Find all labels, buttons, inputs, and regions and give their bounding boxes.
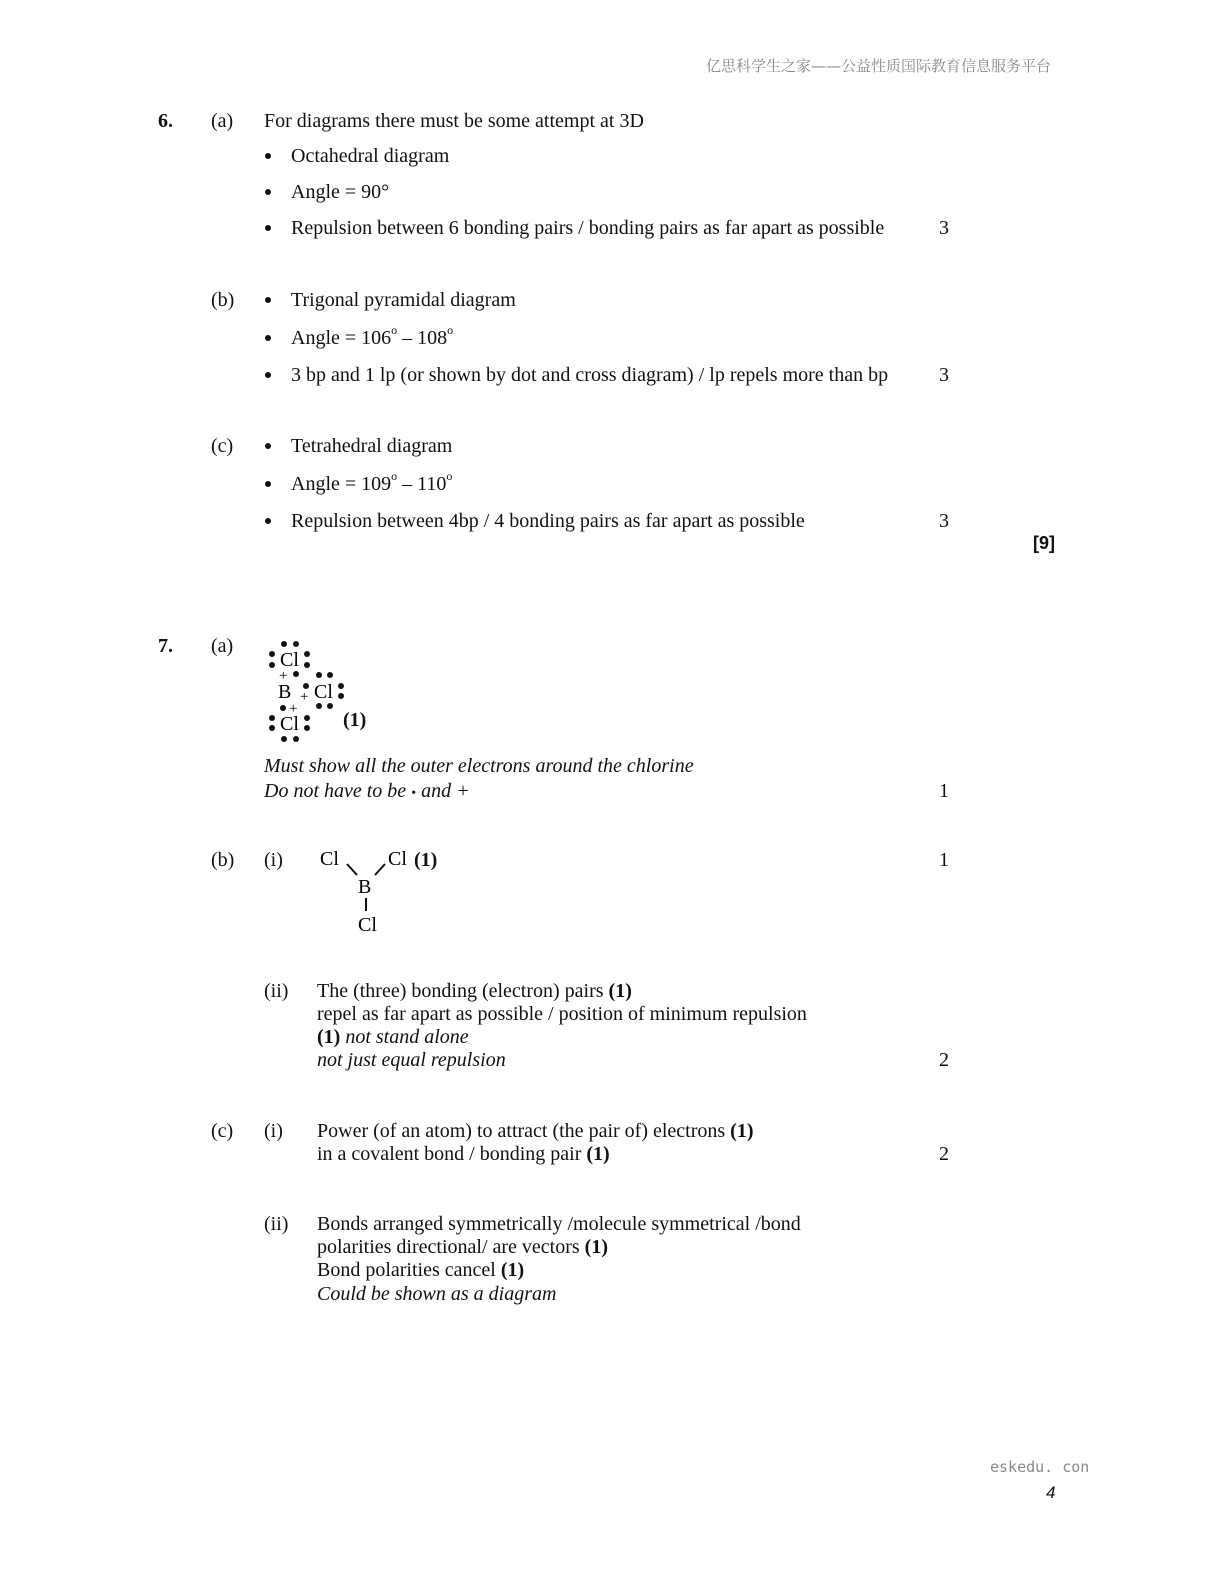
plus-symbol: + — [289, 701, 298, 717]
part-label: (b) — [211, 849, 235, 871]
answer-bullet: 3 bp and 1 lp (or shown by dot and cross diagram) / lp repels more than bp — [291, 364, 889, 386]
bullet-icon — [265, 297, 271, 303]
answer-line: Power (of an atom) to attract (the pair of) electrons (1) — [317, 1120, 754, 1142]
chlorine-symbol: Cl — [358, 914, 377, 936]
bullet-icon — [265, 372, 271, 378]
bullet-icon — [265, 481, 271, 487]
answer-bullet: Octahedral diagram — [291, 145, 450, 167]
plus-symbol: + — [279, 668, 288, 684]
mark-award: (1) — [414, 849, 438, 871]
answer-intro: For diagrams there must be some attempt at 3D — [264, 110, 644, 132]
part-label: (a) — [211, 110, 234, 132]
header-site-name: 亿思科学生之家——公益性质国际教育信息服务平台 — [706, 57, 1052, 75]
subpart-label: (ii) — [264, 1213, 289, 1235]
part-label: (c) — [211, 1120, 234, 1142]
part-label: (b) — [211, 289, 235, 311]
bullet-icon — [265, 225, 271, 231]
mark-value: 3 — [939, 510, 949, 532]
question-number: 6. — [158, 110, 173, 132]
answer-line: The (three) bonding (electron) pairs (1) — [317, 980, 632, 1002]
answer-bullet: Trigonal pyramidal diagram — [291, 289, 516, 311]
boron-symbol: B — [278, 681, 292, 703]
bullet-icon — [265, 189, 271, 195]
examiner-note: Do not have to be • and + — [264, 780, 470, 802]
chlorine-symbol: Cl — [320, 848, 339, 870]
subpart-label: (i) — [264, 1120, 283, 1142]
chlorine-symbol: Cl — [388, 848, 407, 870]
part-label: (c) — [211, 435, 234, 457]
answer-line: Bond polarities cancel (1) — [317, 1259, 525, 1281]
total-marks: [9] — [1033, 533, 1055, 553]
mark-value: 3 — [939, 217, 949, 239]
boron-symbol: B — [358, 876, 372, 898]
answer-line: repel as far apart as possible / position of minimum repulsion — [317, 1003, 807, 1025]
subpart-label: (ii) — [264, 980, 289, 1002]
answer-bullet: Repulsion between 4bp / 4 bonding pairs as far apart as possible — [291, 510, 805, 532]
examiner-note: not just equal repulsion — [317, 1049, 506, 1071]
answer-bullet: Angle = 90° — [291, 181, 390, 203]
answer-line: (1) not stand alone — [317, 1026, 469, 1048]
mark-value: 2 — [939, 1143, 949, 1165]
question-number: 7. — [158, 635, 173, 657]
bullet-icon — [265, 518, 271, 524]
answer-line: in a covalent bond / bonding pair (1) — [317, 1143, 610, 1165]
angle-range: Angle = $109^o - 110^o$ — [291, 469, 453, 495]
chlorine-symbol: Cl — [314, 681, 333, 703]
bullet-icon — [265, 153, 271, 159]
answer-bullet: Tetrahedral diagram — [291, 435, 453, 457]
answer-line: polarities directional/ are vectors (1) — [317, 1236, 608, 1258]
page-number: 4 — [1046, 1483, 1056, 1502]
subpart-label: (i) — [264, 849, 283, 871]
chlorine-symbol: Cl — [280, 649, 299, 671]
mark-value: 3 — [939, 364, 949, 386]
part-label: (a) — [211, 635, 234, 657]
angle-range: Angle = $106^o - 108^o$ — [291, 323, 454, 349]
examiner-note: Must show all the outer electrons around the chlorine — [264, 755, 694, 777]
footer-site: eskedu. con — [990, 1458, 1090, 1476]
bcl3-structural-diagram — [314, 842, 414, 938]
examiner-note: Could be shown as a diagram — [317, 1283, 557, 1305]
answer-bullet: Repulsion between 6 bonding pairs / bonding pairs as far apart as possible — [291, 217, 885, 239]
mark-value: 1 — [939, 849, 949, 871]
bullet-icon — [265, 443, 271, 449]
chlorine-symbol: Cl — [280, 713, 299, 735]
bullet-icon — [265, 335, 271, 341]
mark-award: (1) — [343, 709, 367, 731]
plus-symbol: + — [300, 689, 309, 705]
mark-value: 2 — [939, 1049, 949, 1071]
mark-value: 1 — [939, 780, 949, 802]
answer-line: Bonds arranged symmetrically /molecule symmetrical /bond — [317, 1213, 801, 1235]
